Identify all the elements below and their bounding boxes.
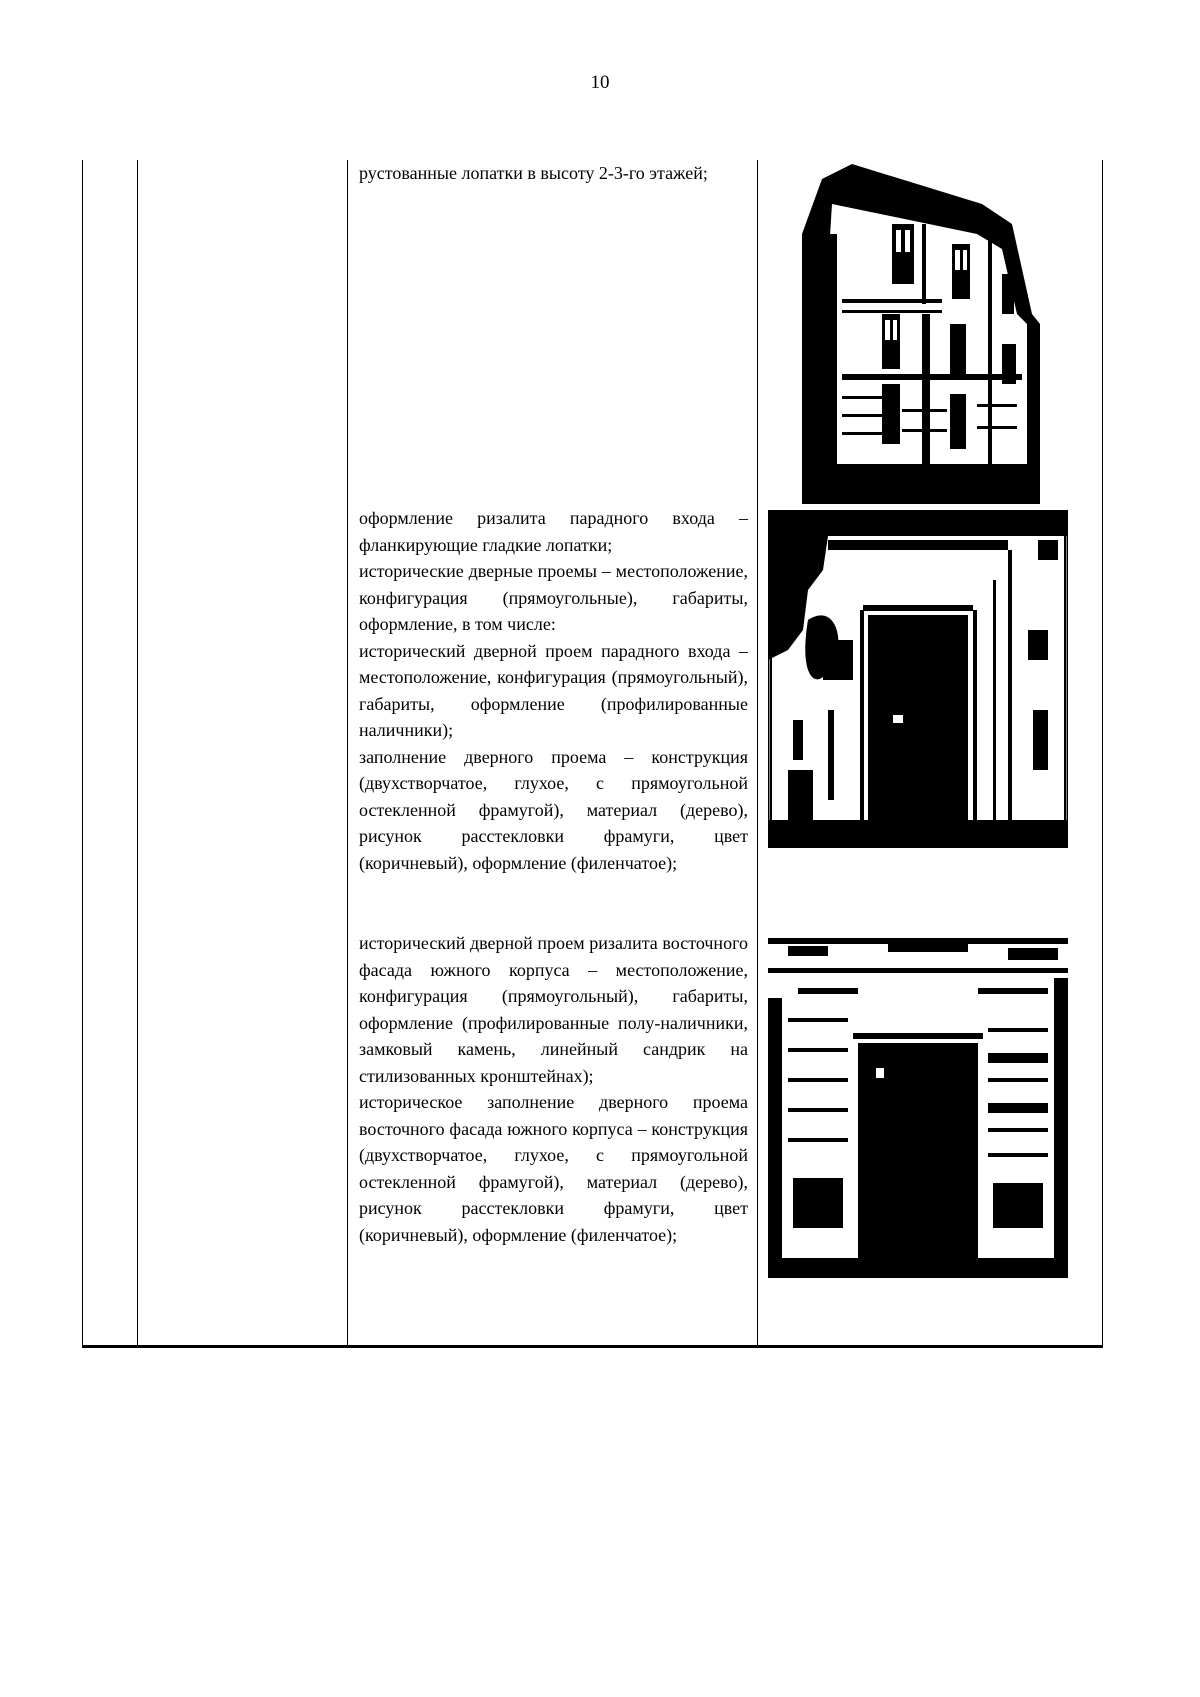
east-facade-door-photo xyxy=(768,938,1068,1278)
category-cell xyxy=(138,160,348,1347)
building-corner-photo xyxy=(802,164,1064,504)
description-block xyxy=(348,505,757,930)
description-paragraph: исторические дверные проемы – местоположение, конфигурация (прямоугольные), габариты, оформление, в том числе: xyxy=(359,561,748,634)
description-paragraph: оформление ризалита парадного входа – фланкирующие гладкие лопатки; xyxy=(359,508,748,555)
description-paragraph: рустованные лопатки в высоту 2-3-го этажей; xyxy=(359,163,708,183)
description-paragraph: историческое заполнение дверного проема восточного фасада южного корпуса – конструкция (двухстворчатое, глухое, с прямоугольной остекленной фрамугой), материал (дерево), рисунок расстекловки фрамуги, цвет (коричневый), оформление (филенчатое); xyxy=(359,1092,748,1245)
description-block xyxy=(348,160,757,505)
description-paragraph: заполнение дверного проема – конструкция (двухстворчатое, глухое, с прямоугольной остекленной фрамугой), материал (дерево), рисунок расстекловки фрамуги, цвет (коричневый), оформление (филенчатое); xyxy=(359,746,748,873)
protection-subject-table xyxy=(82,160,1103,1348)
number-cell xyxy=(83,160,138,1347)
description-paragraph: исторический дверной проем ризалита восточного фасада южного корпуса – местоположение, конфигурация (прямоугольный), габариты, оформление (профилированные полу-наличники, замковый камень, линейный сандрик на стилизованных кронштейнах); xyxy=(359,933,748,1086)
description-paragraph: исторический дверной проем парадного входа – местоположение, конфигурация (прямоугольный), габариты, оформление (профилированные наличники); xyxy=(359,640,748,740)
description-cell xyxy=(348,160,758,1347)
table-row xyxy=(83,160,1103,1347)
page-number: 10 xyxy=(590,72,610,93)
main-entrance-door-photo xyxy=(768,510,1068,848)
description-block xyxy=(348,930,757,1345)
photo-cell xyxy=(758,160,1103,1347)
